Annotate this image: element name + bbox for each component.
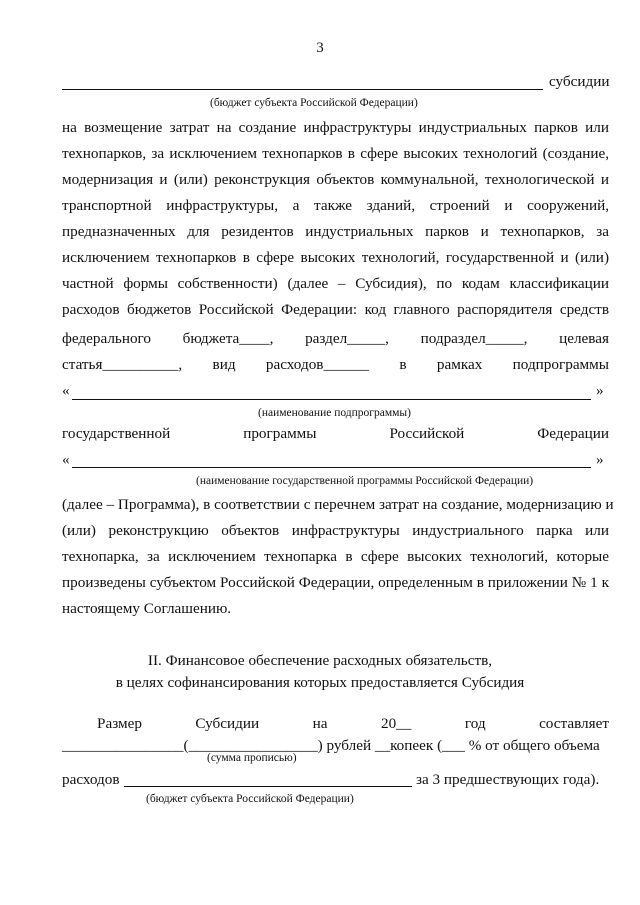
amount-year: год — [464, 715, 486, 732]
amount-caption: (сумма прописью) — [207, 752, 297, 764]
codes-budget: бюджета____, — [182, 330, 274, 347]
state-program-open-quote: « — [62, 451, 70, 468]
subsidy-word: субсидии — [549, 73, 610, 90]
article-expenses: расходов______ — [265, 356, 370, 373]
page-number: 3 — [316, 40, 324, 56]
budget-blank-line — [62, 89, 543, 90]
amount-year-blank: 20__ — [380, 715, 412, 732]
expenses-label: расходов — [62, 771, 120, 788]
amount-number-blank: ________________( — [62, 737, 189, 754]
p2-line-2: (или) реконструкцию объектов инфраструктуры индустриального парка или — [62, 522, 609, 539]
article-frames: рамках — [436, 356, 483, 373]
expenses-caption: (бюджет субъекта Российской Федерации) — [146, 793, 354, 805]
subprogram-open-quote: « — [62, 382, 70, 399]
subprogram-close-quote: » — [596, 382, 604, 399]
amount-on: на — [312, 715, 328, 732]
p2-line-5: настоящему Соглашению. — [62, 600, 232, 617]
state-program-blank-line — [72, 467, 591, 468]
p2-line-3: технопарка, за исключением технопарка в сфере высоких технологий, которые — [62, 548, 609, 565]
p2-line-4: произведены субъектом Российской Федерации, определенным в приложении № 1 к — [62, 574, 609, 591]
section-title-line-2: в целях софинансирования которых предоставляется Субсидия — [115, 674, 525, 691]
p1-line-5: предназначенных для резидентов индустриальных парков и технопарков, за — [62, 223, 609, 240]
p1-line-7: частной формы собственности) (далее – Субсидия), по кодам классификации — [62, 275, 609, 292]
expenses-tail: за 3 предшествующих года). — [416, 771, 600, 788]
amount-is: составляет — [539, 715, 609, 732]
section-title-line-1: II. Финансовое обеспечение расходных обязательств, — [147, 652, 493, 669]
subprogram-blank-line — [72, 399, 591, 400]
amount-words-blank: _________________) рублей __копеек (___ % от общего объема — [188, 737, 600, 754]
codes-federal: федерального — [62, 330, 151, 347]
p1-line-3: модернизация и (или) реконструкция объектов коммунальной, технологической и — [62, 171, 609, 188]
russian-word: Российской — [389, 425, 465, 442]
amount-line — [97, 715, 609, 733]
state-program-close-quote: » — [596, 451, 604, 468]
state-word: государственной — [62, 425, 171, 442]
p1-line-1: на возмещение затрат на создание инфраструктуры индустриальных парков или — [62, 119, 609, 136]
amount-subsidy: Субсидии — [195, 715, 260, 732]
article-article: статья__________, — [62, 356, 183, 373]
article-line — [62, 356, 609, 374]
codes-section: раздел_____, — [305, 330, 389, 347]
expenses-blank-line — [124, 786, 412, 787]
p1-line-8: расходов бюджетов Российской Федерации: код главного распорядителя средств — [62, 301, 609, 318]
budget-caption: (бюджет субъекта Российской Федерации) — [210, 97, 418, 109]
article-subprogram: подпрограммы — [512, 356, 609, 373]
p1-line-4: транспортной инфраструктуры, а также зданий, строений и сооружений, — [62, 197, 609, 214]
federation-word: Федерации — [537, 425, 609, 442]
amount-blank-line — [62, 737, 600, 755]
subprogram-caption: (наименование подпрограммы) — [258, 407, 411, 419]
amount-size: Размер — [97, 715, 142, 732]
state-program-caption: (наименование государственной программы Российской Федерации) — [196, 475, 534, 487]
codes-subsection: подраздел_____, — [420, 330, 528, 347]
p2-line-1: (далее – Программа), в соответствии с перечнем затрат на создание, модернизацию и — [62, 496, 614, 513]
state-program-line — [62, 425, 609, 443]
article-kind: вид — [212, 356, 236, 373]
codes-line — [62, 330, 609, 348]
program-word: программы — [243, 425, 317, 442]
p1-line-2: технопарков, за исключением технопарков в сфере высоких технологий (создание, — [62, 145, 609, 162]
p1-line-6: исключением технопарков в сфере высоких технологий, государственной и (или) — [62, 249, 609, 266]
codes-target: целевая — [559, 330, 609, 347]
article-in: в — [399, 356, 407, 373]
